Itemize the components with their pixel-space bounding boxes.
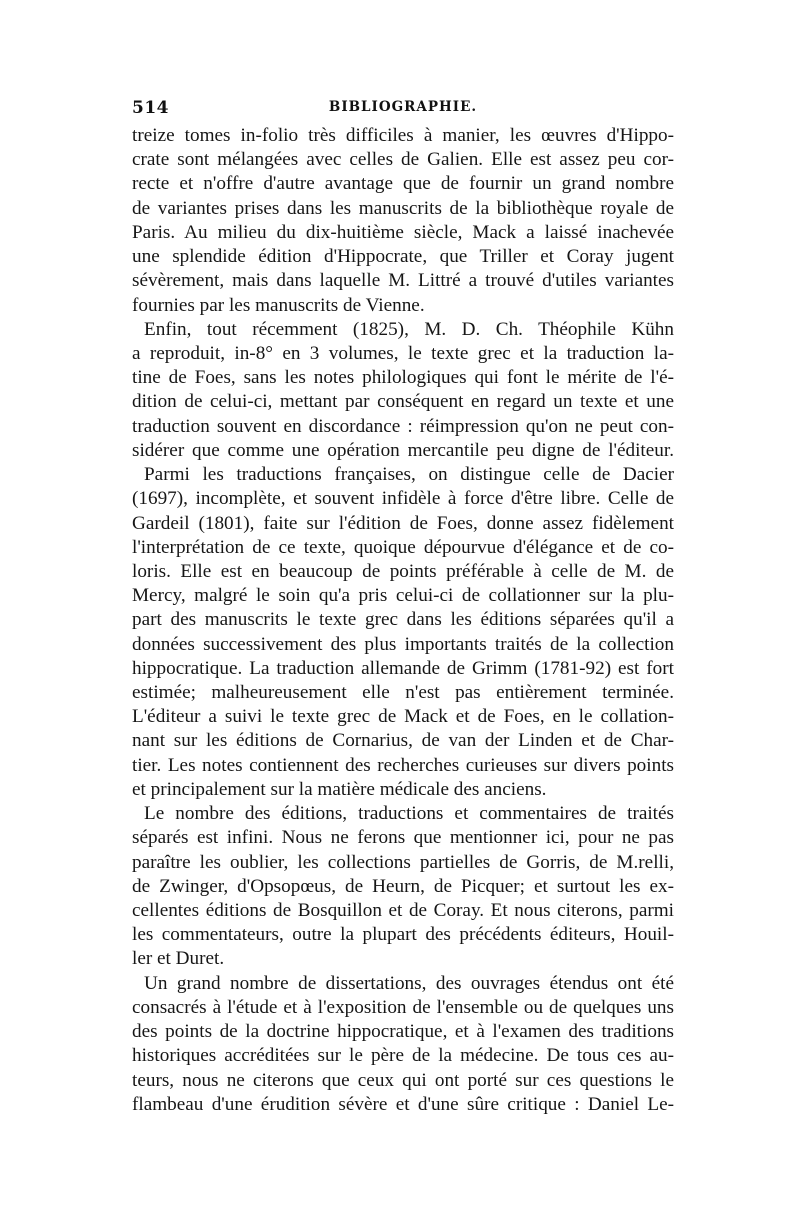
text-line: séparés est infini. Nous ne ferons que mentionner ici, pour ne pas [132, 827, 674, 849]
text-line: estimée; malheureusement elle n'est pas entièrement terminée. [132, 682, 674, 704]
page-number: 514 [132, 98, 169, 118]
text-line: Mercy, malgré le soin qu'a pris celui-ci de collationner sur la plu- [132, 585, 674, 607]
text-line: l'interprétation de ce texte, quoique dépourvue d'élégance et de co- [132, 536, 674, 558]
text-line: Gardeil (1801), faite sur l'édition de Foes, donne assez fidèlement [132, 512, 674, 534]
text-line: traduction souvent en discordance : réimpression qu'on ne peut con- [132, 415, 674, 437]
text-line: crate sont mélangées avec celles de Galien. Elle est assez peu cor- [132, 149, 674, 171]
text-line: cellentes éditions de Bosquillon et de Coray. Et nous citerons, parmi [132, 900, 674, 921]
text-line: fournies par les manuscrits de Vienne. [132, 294, 425, 316]
text-line: loris. Elle est en beaucoup de points préférable à celle de M. de [132, 560, 674, 582]
paragraph-first-line: Parmi les traductions françaises, on distingue celle de Dacier [144, 464, 674, 486]
text-line: (1697), incomplète, et souvent infidèle à force d'être libre. Celle de [132, 488, 674, 510]
text-line: sidérer que comme une opération mercantile peu digne de l'éditeur. [132, 439, 674, 461]
text-line: de Zwinger, d'Opsopœus, de Heurn, de Picquer; et surtout les ex- [132, 875, 674, 897]
text-line: sévèrement, mais dans laquelle M. Littré a trouvé d'utiles variantes [132, 270, 674, 292]
text-line: consacrés à l'étude et à l'exposition de l'ensemble ou de quelques uns [132, 996, 674, 1018]
text-line: nant sur les éditions de Cornarius, de van der Linden et de Char- [132, 730, 674, 752]
text-line: hippocratique. La traduction allemande de Grimm (1781-92) est fort [132, 657, 674, 679]
text-line: de variantes prises dans les manuscrits de la bibliothèque royale de [132, 197, 674, 219]
text-line: et principalement sur la matière médicale des anciens. [132, 778, 547, 800]
text-line: dition de celui-ci, mettant par conséquent en regard un texte et une [132, 391, 674, 413]
text-line: recte et n'offre d'autre avantage que de fournir un grand nombre [132, 173, 674, 195]
text-line: teurs, nous ne citerons que ceux qui ont porté sur ces questions le [132, 1069, 674, 1091]
text-line: flambeau d'une érudition sévère et d'une sûre critique : Daniel Le- [132, 1093, 674, 1115]
paragraph-first-line: Un grand nombre de dissertations, des ouvrages étendus ont été [144, 972, 674, 994]
text-line: part des manuscrits le texte grec dans les éditions séparées qu'il a [132, 609, 674, 631]
text-line: L'éditeur a suivi le texte grec de Mack et de Foes, en le collation- [132, 706, 674, 728]
paragraph-first-line: Enfin, tout récemment (1825), M. D. Ch. Théophile Kühn [144, 318, 674, 340]
text-line: des points de la doctrine hippocratique, et à l'examen des traditions [132, 1021, 674, 1043]
text-line: une splendide édition d'Hippocrate, que Triller et Coray jugent [132, 246, 674, 268]
text-line: tine de Foes, sans les notes philologiques qui font le mérite de l'é- [132, 367, 674, 389]
text-line: ler et Duret. [132, 948, 225, 970]
body-text [132, 124, 674, 1117]
text-line: données successivement des plus importants traités de la collection [132, 633, 674, 655]
page-header [132, 98, 674, 122]
text-line: historiques accréditées sur le père de la médecine. De tous ces au- [132, 1045, 674, 1067]
text-line: a reproduit, in-8° en 3 volumes, le texte grec et la traduction la- [132, 342, 674, 364]
text-line: tier. Les notes contiennent des recherches curieuses sur divers points [132, 754, 674, 776]
text-line: treize tomes in-folio très difficiles à manier, les œuvres d'Hippo- [132, 125, 674, 146]
running-title: BIBLIOGRAPHIE. [328, 99, 478, 115]
text-line: Paris. Au milieu du dix-huitième siècle, Mack a laissé inachevée [132, 221, 674, 243]
text-line: paraître les oublier, les collections partielles de Gorris, de M.relli, [132, 851, 674, 873]
text-line: les commentateurs, outre la plupart des précédents éditeurs, Houil- [132, 924, 674, 946]
paragraph-first-line: Le nombre des éditions, traductions et commentaires de traités [144, 803, 674, 825]
